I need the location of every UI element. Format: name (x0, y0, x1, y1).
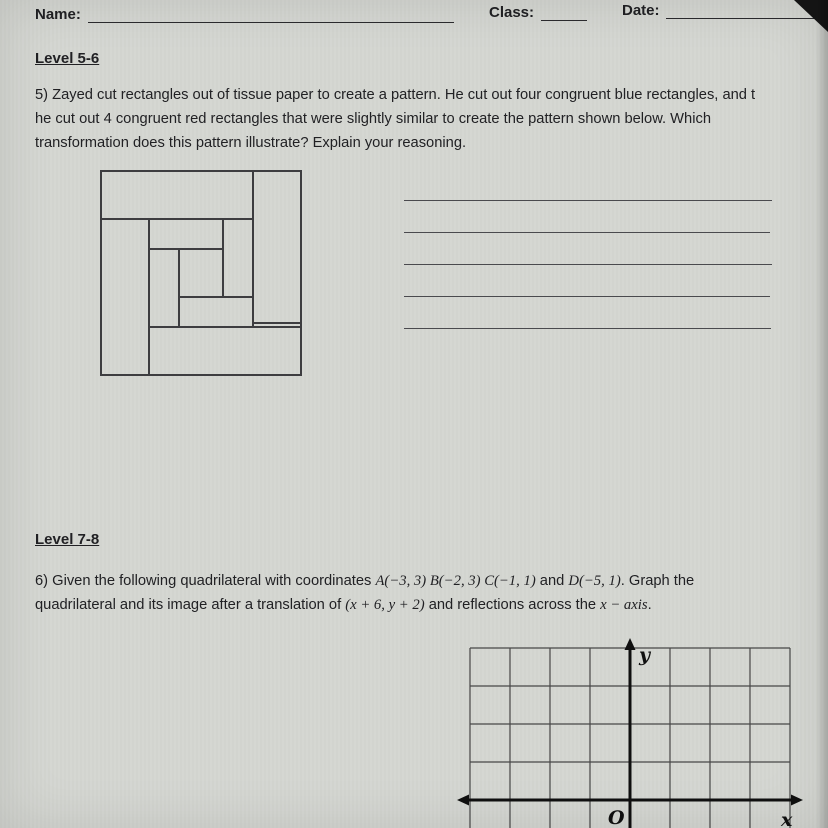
pattern-inner-rect-bottom (179, 297, 253, 327)
tissue-pattern-figure (100, 170, 303, 377)
pattern-inner-rect-top (149, 219, 223, 249)
question6-line2-text: quadrilateral and its image after a translation of (35, 597, 346, 613)
question6-and: and (535, 573, 569, 589)
question5-line1: 5) Zayed cut rectangles out of tissue paper to create a pattern. He cut out four congruent blue rectangles, and t (35, 87, 756, 103)
name-label: Name: (35, 6, 81, 23)
pattern-rect-right (253, 171, 301, 323)
question6-reflections-text: and reflections across the (424, 597, 601, 613)
name-blank-line (88, 22, 454, 23)
class-blank-line (541, 20, 587, 21)
pattern-rect-left (101, 219, 149, 375)
question6-coords-abc: A(−3, 3) B(−2, 3) C(−1, 1) (375, 573, 536, 589)
question5-line2: he cut out 4 congruent red rectangles that were slightly similar to create the pattern shown below. Which (35, 111, 711, 127)
pattern-inner-rect-left (149, 249, 179, 327)
pattern-center-square (179, 249, 223, 297)
question5-line3: transformation does this pattern illustrate? Explain your reasoning. (35, 135, 467, 151)
x-axis-left-arrow (457, 795, 469, 806)
question6-x-axis: x − axis (600, 597, 648, 613)
date-label: Date: (622, 2, 660, 19)
origin-label: O (608, 807, 625, 828)
question6-coords-d: D(−5, 1) (568, 573, 621, 589)
date-blank-line (666, 18, 828, 19)
question6-period: . (647, 597, 652, 613)
x-axis-label: x (781, 809, 793, 828)
question6-line1 (35, 573, 694, 590)
question6-translation-rule: (x + 6, y + 2) (345, 597, 425, 613)
x-axis-right-arrow (791, 795, 803, 806)
photo-right-edge-shadow (816, 0, 828, 828)
answer-line (404, 328, 771, 329)
coordinate-grid (455, 638, 828, 828)
level-7-8-heading: Level 7-8 (35, 531, 100, 548)
pattern-lines (101, 171, 301, 375)
question6-line1-text: 6) Given the following quadrilateral with coordinates (35, 573, 376, 589)
pattern-rect-top (101, 171, 253, 219)
answer-line (404, 296, 770, 297)
y-axis-arrow (625, 638, 636, 650)
pattern-inner-rect-right (223, 219, 253, 297)
y-axis-label: y (639, 644, 651, 666)
question6-line2 (35, 597, 652, 614)
pattern-rect-bottom (149, 327, 301, 375)
class-label: Class: (489, 4, 535, 21)
level-5-6-heading: Level 5-6 (35, 50, 100, 67)
axes (465, 646, 795, 828)
question6-graph-the: . Graph the (620, 573, 695, 589)
answer-line (404, 264, 772, 265)
pattern-outer-square (101, 171, 301, 375)
answer-line (404, 200, 772, 201)
answer-line (404, 232, 770, 233)
